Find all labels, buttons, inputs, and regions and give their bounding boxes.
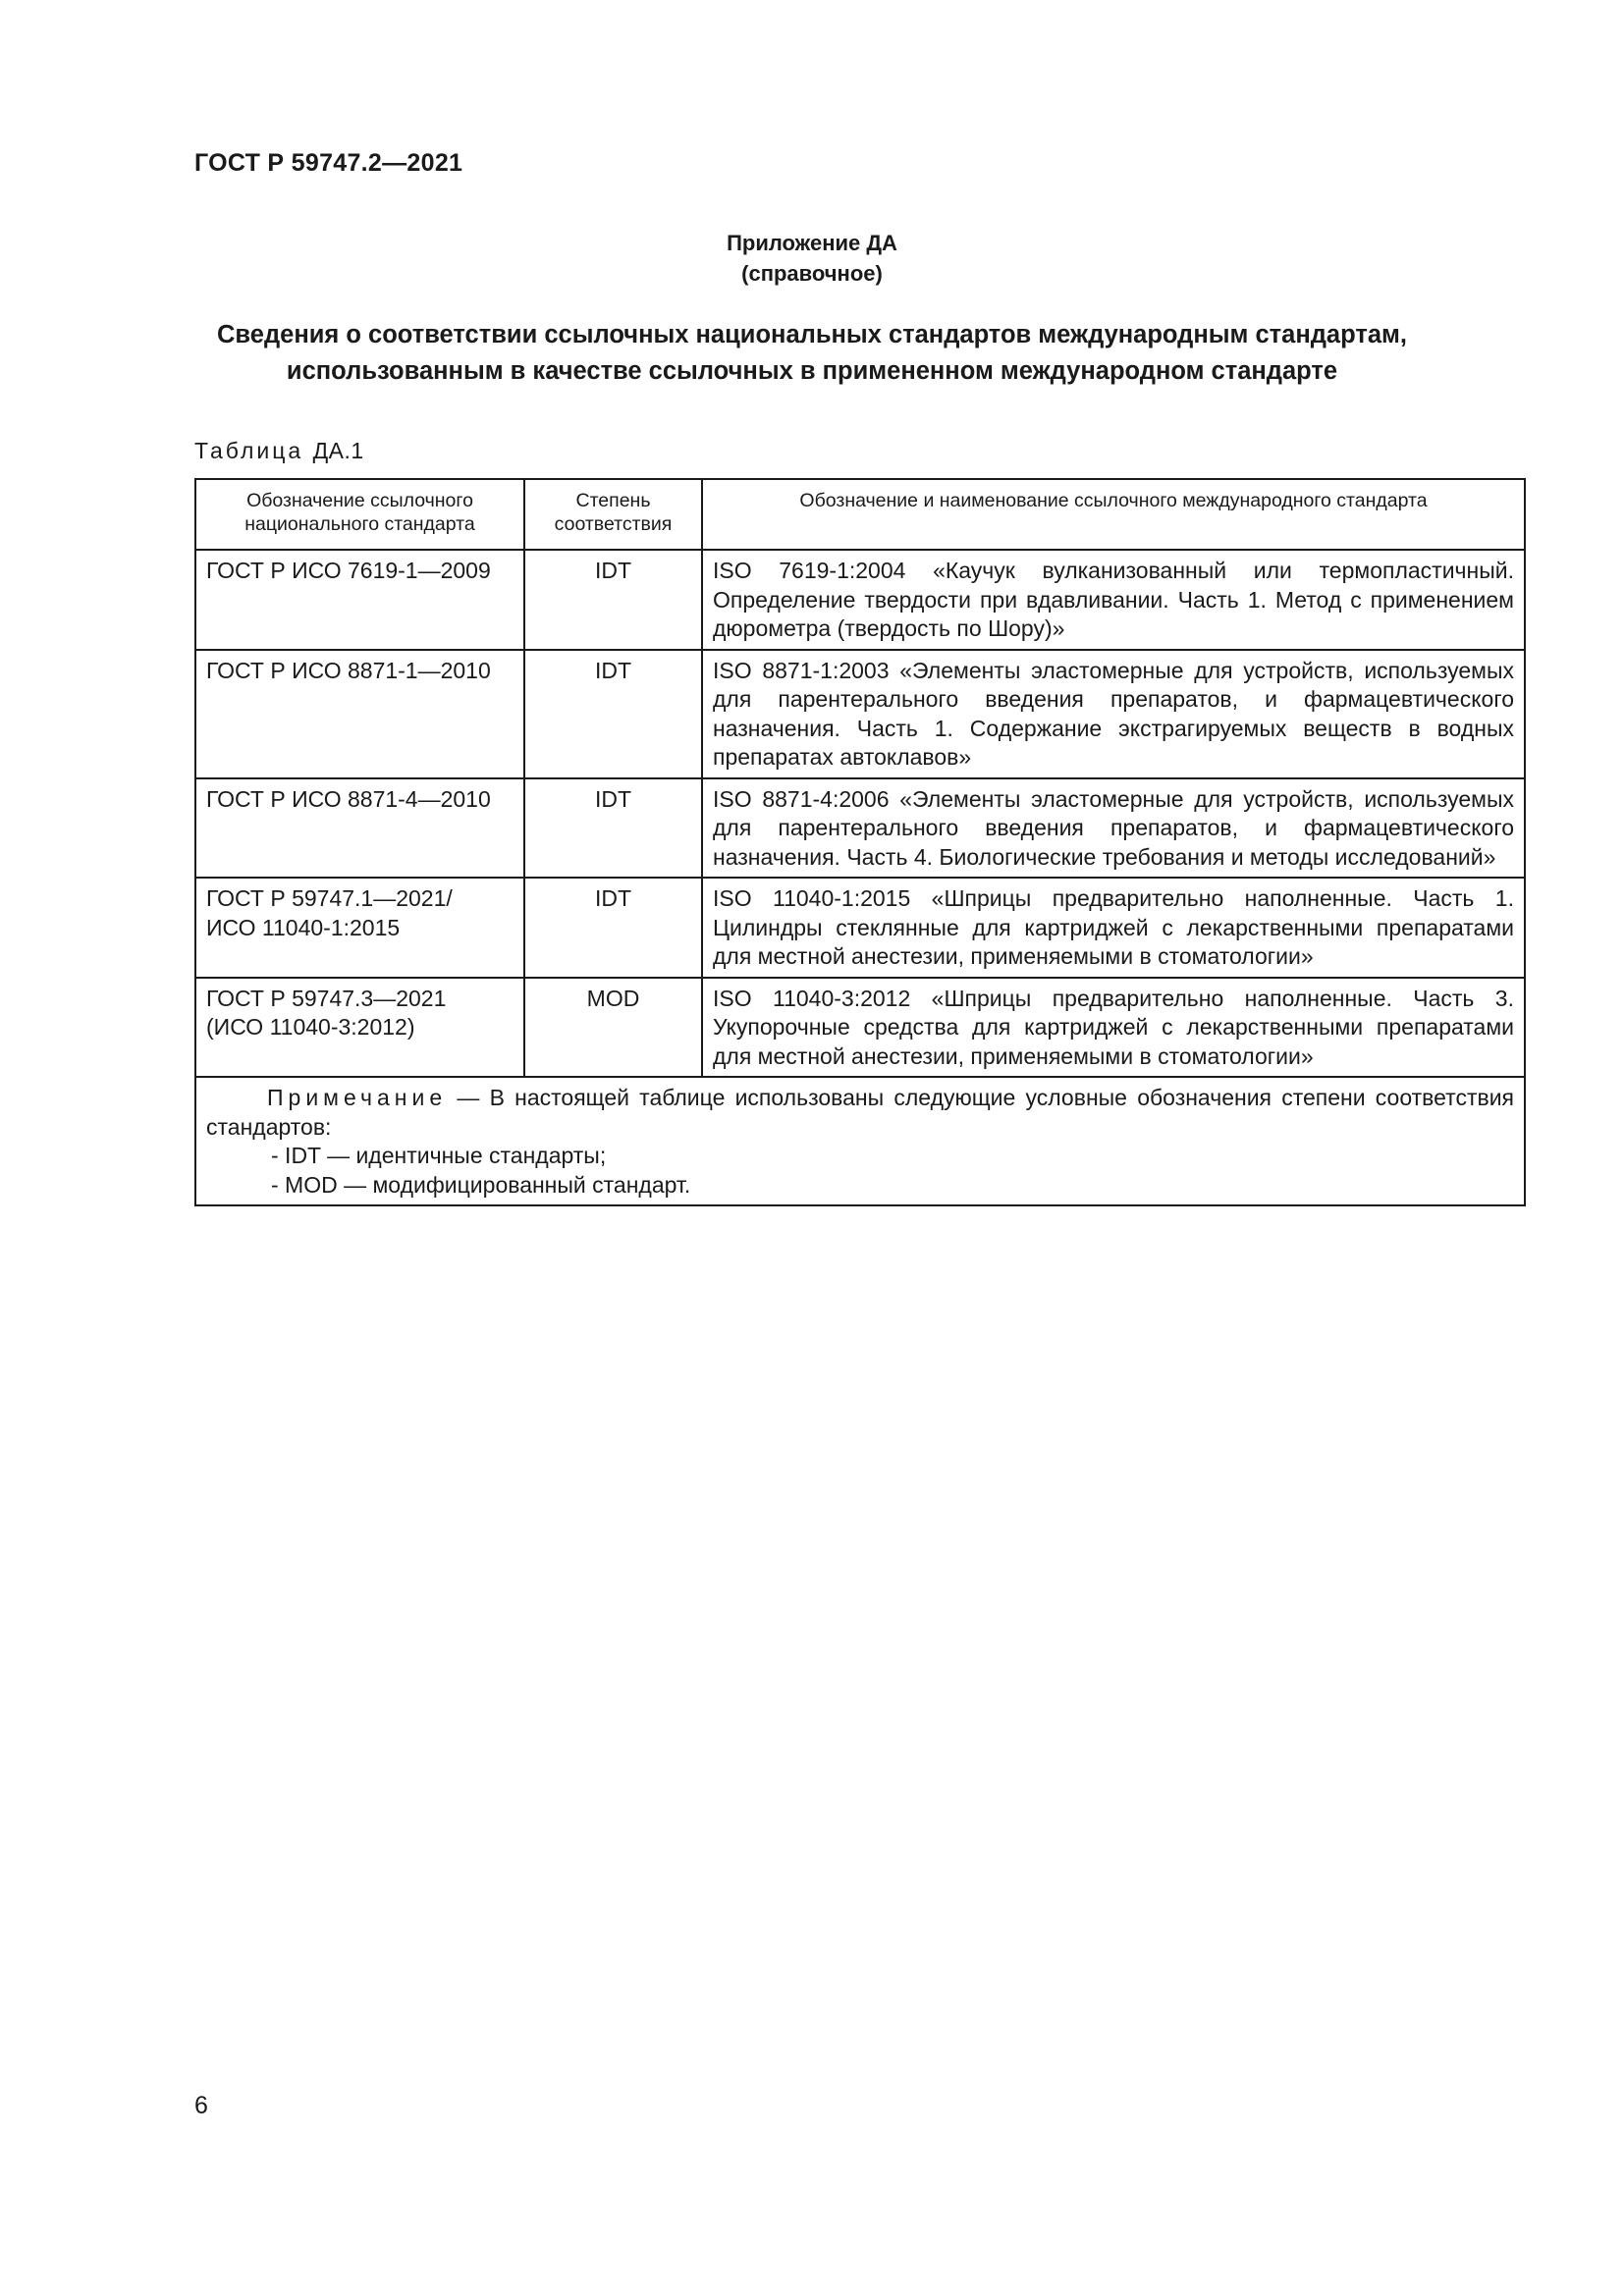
international-standard-cell: ISO 7619-1:2004 «Каучук вулканизованный или термопластичный. Определение твердости при вдавливании. Часть 1. Метод с применением дюрометра (твердость по Шору)» [702,550,1525,650]
header-degree-line-1: Степень [575,490,651,511]
table-row [195,550,1525,650]
note-paragraph [206,1084,1514,1142]
table-note [195,1077,1525,1205]
note-label: Примечание [267,1085,448,1110]
note-list-item-idt: - IDT — идентичные стандарты; [271,1143,607,1168]
national-standard-cell [195,650,524,778]
table-note-row [195,1077,1525,1205]
header-national-standard-line-2: национального стандарта [244,513,475,535]
annex-heading [147,317,1477,390]
national-standard-cell [195,550,524,650]
annex-heading-line-1: Сведения о соответствии ссылочных национальных стандартов международным стандартам, [217,321,1407,348]
annex-title-block [0,228,1624,289]
table-caption-number: ДА.1 [312,438,364,463]
national-standard-cell [195,978,524,1078]
annex-title: Приложение ДА [727,231,897,255]
degree-cell: MOD [524,978,702,1078]
note-text: — В настоящей таблице использованы следующие условные обозначения степени соответствия стандартов: [206,1085,1514,1140]
degree-cell: IDT [524,878,702,978]
national-standard-line-2: ИСО 11040-1:2015 [206,914,401,940]
annex-subtitle: (справочное) [741,261,883,286]
note-list-item-mod: - MOD — модифицированный стандарт. [271,1171,691,1198]
national-standard-line-1: ГОСТ Р 59747.1—2021/ [206,885,453,911]
table-caption-word: Таблица [194,438,304,463]
annex-heading-line-2: использованным в качестве ссылочных в примененном международном стандарте [286,357,1338,385]
national-standard-line-2: (ИСО 11040-3:2012) [206,1014,415,1040]
table-row [195,878,1525,978]
table-row [195,650,1525,778]
degree-cell: IDT [524,550,702,650]
degree-cell: IDT [524,778,702,879]
national-standard-line-1: ГОСТ Р ИСО 8871-4—2010 [206,785,491,812]
header-degree-line-2: соответствия [554,513,673,535]
international-standard-cell: ISO 11040-1:2015 «Шприцы предварительно наполненные. Часть 1. Цилиндры стеклянные для картриджей с лекарственными препаратами для местной анестезии, применяемыми в стоматологии» [702,878,1525,978]
international-standard-cell: ISO 8871-1:2003 «Элементы эластомерные для устройств, используемых для парентерального введения препаратов, и фармацевтического назначения. Часть 1. Содержание экстрагируемых веществ в водных препаратах автоклавов» [702,650,1525,778]
header-national-standard [195,479,524,550]
table-row [195,978,1525,1078]
national-standard-line-1: ГОСТ Р 59747.3—2021 [206,985,447,1011]
international-standard-cell: ISO 11040-3:2012 «Шприцы предварительно наполненные. Часть 3. Укупорочные средства для картриджей с лекарственными препаратами для местной анестезии, применяемыми в стоматологии» [702,978,1525,1078]
table-header-row [195,479,1525,550]
national-standard-line-1: ГОСТ Р ИСО 8871-1—2010 [206,657,491,683]
document-code: ГОСТ Р 59747.2—2021 [194,149,463,177]
table-caption [194,438,364,464]
header-international-standard: Обозначение и наименование ссылочного международного стандарта [702,479,1525,550]
header-national-standard-line-1: Обозначение ссылочного [246,490,473,511]
standards-correspondence-table [194,478,1526,1206]
table-row [195,778,1525,879]
page-number: 6 [194,2092,208,2119]
national-standard-cell [195,778,524,879]
national-standard-line-1: ГОСТ Р ИСО 7619-1—2009 [206,558,491,583]
degree-cell: IDT [524,650,702,778]
international-standard-cell: ISO 8871-4:2006 «Элементы эластомерные для устройств, используемых для парентерального введения препаратов, и фармацевтического назначения. Часть 4. Биологические требования и методы исследований» [702,778,1525,879]
national-standard-cell [195,878,524,978]
header-degree [524,479,702,550]
